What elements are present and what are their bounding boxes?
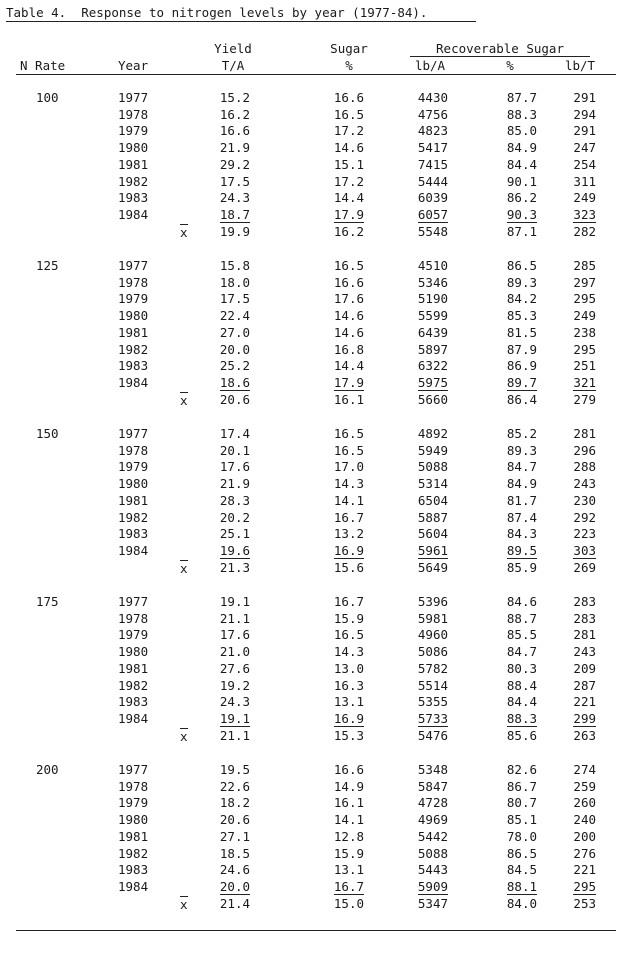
yield-cell: 21.9 <box>219 476 250 492</box>
rec-pct-cell: 84.9 <box>506 476 537 492</box>
sugar-cell: 16.6 <box>333 762 364 777</box>
rec-lba-cell: 5909 <box>417 878 448 894</box>
rec-lbt-cell: 287 <box>573 677 596 693</box>
rec-lbt-cell: 238 <box>573 324 596 340</box>
rec-lbt-cell: 292 <box>573 509 596 525</box>
rec-pct-cell: 85.2 <box>506 426 537 441</box>
rec-lbt-cell: 249 <box>573 190 596 206</box>
rec-pct-cell: 81.5 <box>506 324 537 340</box>
rec-lbt-cell: 247 <box>573 140 596 156</box>
rec-pct-cell: 89.3 <box>506 274 537 290</box>
yield-cell: 24.3 <box>219 694 250 710</box>
yield-cell: 20.0 <box>219 878 250 894</box>
rec-pct-cell: 84.2 <box>506 291 537 307</box>
rec-pct-cell: 84.5 <box>506 862 537 878</box>
rec-lba-cell: 5348 <box>417 762 448 777</box>
rec-lbt-cell: 221 <box>573 862 596 878</box>
n-rate-cell: 100 <box>36 90 59 105</box>
rec-lba-cell: 5442 <box>417 828 448 844</box>
year-cell: 1982 <box>118 173 149 189</box>
mean-rec-lba-cell: 5347 <box>417 895 448 911</box>
mean-sugar-cell: 16.2 <box>333 223 364 239</box>
table-bottom-rule <box>16 930 616 931</box>
rec-lbt-cell: 259 <box>573 778 596 794</box>
rec-lba-cell: 5981 <box>417 610 448 626</box>
yield-cell: 17.6 <box>219 627 250 643</box>
mean-yield-cell: 21.1 <box>219 727 250 743</box>
header-sugar: Sugar <box>330 41 368 56</box>
sugar-cell: 17.6 <box>333 291 364 307</box>
year-cell: 1980 <box>118 308 149 324</box>
header-year: Year <box>118 58 149 73</box>
sugar-cell: 15.1 <box>333 156 364 172</box>
year-cell: 1980 <box>118 644 149 660</box>
sugar-cell: 14.6 <box>333 308 364 324</box>
mean-rec-lba-cell: 5649 <box>417 559 448 575</box>
sugar-cell: 16.8 <box>333 341 364 357</box>
yield-cell: 19.5 <box>219 762 250 777</box>
n-rate-cell: 200 <box>36 762 59 777</box>
year-cell: 1979 <box>118 627 149 643</box>
yield-cell: 16.6 <box>219 123 250 139</box>
rec-pct-cell: 84.7 <box>506 644 537 660</box>
sugar-cell: 16.5 <box>333 106 364 122</box>
rec-lba-cell: 5514 <box>417 677 448 693</box>
year-cell: 1982 <box>118 509 149 525</box>
rec-pct-cell: 84.9 <box>506 140 537 156</box>
sugar-cell: 16.5 <box>333 426 364 441</box>
year-cell: 1977 <box>118 762 149 777</box>
sugar-cell: 16.9 <box>333 542 364 558</box>
mean-sugar-cell: 15.6 <box>333 559 364 575</box>
yield-cell: 17.5 <box>219 291 250 307</box>
rec-lbt-cell: 323 <box>573 206 596 222</box>
rec-pct-cell: 87.4 <box>506 509 537 525</box>
header-rec-pct: % <box>506 58 514 73</box>
mean-yield-cell: 20.6 <box>219 391 250 407</box>
rec-pct-cell: 85.0 <box>506 123 537 139</box>
rec-pct-cell: 84.7 <box>506 459 537 475</box>
rec-lba-cell: 5887 <box>417 509 448 525</box>
rec-lbt-cell: 303 <box>573 542 596 558</box>
year-cell: 1983 <box>118 526 149 542</box>
rec-lbt-cell: 276 <box>573 845 596 861</box>
rec-pct-cell: 89.7 <box>506 374 537 390</box>
mean-symbol: x <box>180 560 188 576</box>
mean-rec-pct-cell: 85.6 <box>506 727 537 743</box>
year-cell: 1984 <box>118 710 149 726</box>
sugar-cell: 14.4 <box>333 190 364 206</box>
sugar-cell: 17.9 <box>333 206 364 222</box>
year-cell: 1978 <box>118 778 149 794</box>
yield-cell: 18.6 <box>219 374 250 390</box>
rec-lba-cell: 6322 <box>417 358 448 374</box>
mean-rec-lbt-cell: 279 <box>573 391 596 407</box>
rec-pct-cell: 78.0 <box>506 828 537 844</box>
sugar-cell: 16.1 <box>333 795 364 811</box>
rec-lba-cell: 5604 <box>417 526 448 542</box>
yield-cell: 20.2 <box>219 509 250 525</box>
yield-cell: 29.2 <box>219 156 250 172</box>
mean-symbol: x <box>180 392 188 408</box>
rec-lba-cell: 5975 <box>417 374 448 390</box>
yield-cell: 22.6 <box>219 778 250 794</box>
rec-pct-cell: 86.5 <box>506 258 537 273</box>
mean-rec-pct-cell: 84.0 <box>506 895 537 911</box>
rec-lba-cell: 5314 <box>417 476 448 492</box>
sugar-cell: 17.9 <box>333 374 364 390</box>
yield-cell: 20.0 <box>219 341 250 357</box>
mean-rec-lbt-cell: 282 <box>573 223 596 239</box>
header-rec-lba: lb/A <box>414 58 446 73</box>
year-cell: 1978 <box>118 610 149 626</box>
year-cell: 1983 <box>118 862 149 878</box>
year-cell: 1979 <box>118 291 149 307</box>
rec-lbt-cell: 281 <box>573 426 596 441</box>
rec-lba-cell: 5396 <box>417 594 448 609</box>
n-rate-cell: 175 <box>36 594 59 609</box>
year-cell: 1977 <box>118 426 149 441</box>
yield-cell: 20.6 <box>219 812 250 828</box>
rec-pct-cell: 88.3 <box>506 106 537 122</box>
yield-cell: 15.2 <box>219 90 250 105</box>
n-rate-cell: 150 <box>36 426 59 441</box>
rec-lba-cell: 5949 <box>417 442 448 458</box>
rec-pct-cell: 82.6 <box>506 762 537 777</box>
rec-pct-cell: 80.3 <box>506 660 537 676</box>
sugar-cell: 16.7 <box>333 878 364 894</box>
rec-lbt-cell: 297 <box>573 274 596 290</box>
mean-sugar-cell: 16.1 <box>333 391 364 407</box>
year-cell: 1984 <box>118 206 149 222</box>
rec-pct-cell: 88.4 <box>506 677 537 693</box>
rec-lba-cell: 4960 <box>417 627 448 643</box>
rec-lba-cell: 6039 <box>417 190 448 206</box>
rec-lba-cell: 5417 <box>417 140 448 156</box>
year-cell: 1980 <box>118 812 149 828</box>
year-cell: 1978 <box>118 442 149 458</box>
recoverable-rule <box>410 56 590 57</box>
year-cell: 1983 <box>118 190 149 206</box>
sugar-cell: 14.4 <box>333 358 364 374</box>
year-cell: 1977 <box>118 258 149 273</box>
rec-pct-cell: 80.7 <box>506 795 537 811</box>
rec-lbt-cell: 291 <box>573 90 596 105</box>
year-cell: 1981 <box>118 324 149 340</box>
rec-lbt-cell: 296 <box>573 442 596 458</box>
sugar-cell: 16.5 <box>333 627 364 643</box>
year-cell: 1982 <box>118 845 149 861</box>
rec-pct-cell: 89.5 <box>506 542 537 558</box>
n-rate-cell: 125 <box>36 258 59 273</box>
rec-lba-cell: 4430 <box>417 90 448 105</box>
rec-lba-cell: 5733 <box>417 710 448 726</box>
yield-cell: 15.8 <box>219 258 250 273</box>
yield-cell: 18.0 <box>219 274 250 290</box>
rec-pct-cell: 85.5 <box>506 627 537 643</box>
rec-lba-cell: 5444 <box>417 173 448 189</box>
header-sugar-unit: % <box>345 58 353 73</box>
sugar-cell: 14.1 <box>333 492 364 508</box>
mean-sugar-cell: 15.0 <box>333 895 364 911</box>
year-cell: 1979 <box>118 795 149 811</box>
sugar-cell: 14.3 <box>333 644 364 660</box>
mean-symbol: x <box>180 728 188 744</box>
rec-lba-cell: 4756 <box>417 106 448 122</box>
mean-yield-cell: 21.3 <box>219 559 250 575</box>
rec-pct-cell: 84.6 <box>506 594 537 609</box>
year-cell: 1982 <box>118 677 149 693</box>
mean-symbol: x <box>180 224 188 240</box>
yield-cell: 21.1 <box>219 610 250 626</box>
rec-pct-cell: 86.7 <box>506 778 537 794</box>
yield-cell: 20.1 <box>219 442 250 458</box>
year-cell: 1980 <box>118 476 149 492</box>
rec-lba-cell: 5190 <box>417 291 448 307</box>
sugar-cell: 13.0 <box>333 660 364 676</box>
year-cell: 1981 <box>118 660 149 676</box>
sugar-cell: 13.2 <box>333 526 364 542</box>
table-title: Table 4. Response to nitrogen levels by year (1977-84). <box>6 5 476 22</box>
rec-lbt-cell: 295 <box>573 341 596 357</box>
rec-lbt-cell: 295 <box>573 291 596 307</box>
rec-pct-cell: 84.4 <box>506 694 537 710</box>
year-cell: 1984 <box>118 374 149 390</box>
rec-lba-cell: 5961 <box>417 542 448 558</box>
rec-pct-cell: 86.9 <box>506 358 537 374</box>
rec-lbt-cell: 283 <box>573 610 596 626</box>
sugar-cell: 13.1 <box>333 862 364 878</box>
yield-cell: 21.0 <box>219 644 250 660</box>
rec-lbt-cell: 281 <box>573 627 596 643</box>
mean-rec-pct-cell: 86.4 <box>506 391 537 407</box>
rec-lba-cell: 4892 <box>417 426 448 441</box>
yield-cell: 25.1 <box>219 526 250 542</box>
rec-lbt-cell: 285 <box>573 258 596 273</box>
year-cell: 1981 <box>118 156 149 172</box>
sugar-cell: 16.6 <box>333 274 364 290</box>
year-cell: 1977 <box>118 90 149 105</box>
header-recoverable-sugar: Recoverable Sugar <box>436 41 564 56</box>
rec-lbt-cell: 200 <box>573 828 596 844</box>
yield-cell: 22.4 <box>219 308 250 324</box>
rec-lbt-cell: 311 <box>573 173 596 189</box>
rec-lbt-cell: 299 <box>573 710 596 726</box>
header-n-rate: N Rate <box>20 58 66 73</box>
yield-cell: 19.1 <box>219 594 250 609</box>
year-cell: 1984 <box>118 542 149 558</box>
yield-cell: 21.9 <box>219 140 250 156</box>
rec-lba-cell: 5346 <box>417 274 448 290</box>
mean-yield-cell: 21.4 <box>219 895 250 911</box>
yield-cell: 16.2 <box>219 106 250 122</box>
year-cell: 1981 <box>118 828 149 844</box>
rec-lbt-cell: 243 <box>573 644 596 660</box>
mean-rec-lba-cell: 5548 <box>417 223 448 239</box>
rec-lba-cell: 6439 <box>417 324 448 340</box>
yield-cell: 17.4 <box>219 426 250 441</box>
year-cell: 1978 <box>118 274 149 290</box>
rec-pct-cell: 84.4 <box>506 156 537 172</box>
rec-pct-cell: 85.1 <box>506 812 537 828</box>
mean-symbol: x <box>180 896 188 912</box>
yield-cell: 18.2 <box>219 795 250 811</box>
sugar-cell: 16.5 <box>333 442 364 458</box>
year-cell: 1984 <box>118 878 149 894</box>
rec-pct-cell: 88.3 <box>506 710 537 726</box>
yield-cell: 18.7 <box>219 206 250 222</box>
rec-lba-cell: 7415 <box>417 156 448 172</box>
yield-cell: 27.1 <box>219 828 250 844</box>
rec-lbt-cell: 254 <box>573 156 596 172</box>
year-cell: 1977 <box>118 594 149 609</box>
rec-lba-cell: 6504 <box>417 492 448 508</box>
year-cell: 1979 <box>118 459 149 475</box>
yield-cell: 24.6 <box>219 862 250 878</box>
sugar-cell: 16.9 <box>333 710 364 726</box>
year-cell: 1982 <box>118 341 149 357</box>
rec-pct-cell: 90.3 <box>506 206 537 222</box>
header-rec-lbt: lb/T <box>564 58 596 73</box>
rec-pct-cell: 85.3 <box>506 308 537 324</box>
year-cell: 1983 <box>118 694 149 710</box>
sugar-cell: 12.8 <box>333 828 364 844</box>
rec-pct-cell: 89.3 <box>506 442 537 458</box>
sugar-cell: 14.1 <box>333 812 364 828</box>
rec-pct-cell: 81.7 <box>506 492 537 508</box>
year-cell: 1981 <box>118 492 149 508</box>
yield-cell: 28.3 <box>219 492 250 508</box>
rec-lba-cell: 5088 <box>417 845 448 861</box>
rec-pct-cell: 86.5 <box>506 845 537 861</box>
sugar-cell: 17.2 <box>333 173 364 189</box>
header-yield-unit: T/A <box>221 58 245 73</box>
rec-lba-cell: 5086 <box>417 644 448 660</box>
mean-rec-pct-cell: 87.1 <box>506 223 537 239</box>
rec-lba-cell: 4510 <box>417 258 448 273</box>
rec-lbt-cell: 294 <box>573 106 596 122</box>
sugar-cell: 14.9 <box>333 778 364 794</box>
sugar-cell: 16.7 <box>333 509 364 525</box>
rec-lbt-cell: 223 <box>573 526 596 542</box>
rec-pct-cell: 87.7 <box>506 90 537 105</box>
sugar-cell: 14.6 <box>333 324 364 340</box>
year-cell: 1983 <box>118 358 149 374</box>
sugar-cell: 16.3 <box>333 677 364 693</box>
rec-lbt-cell: 274 <box>573 762 596 777</box>
sugar-cell: 16.7 <box>333 594 364 609</box>
rec-lbt-cell: 251 <box>573 358 596 374</box>
sugar-cell: 14.6 <box>333 140 364 156</box>
sugar-cell: 17.2 <box>333 123 364 139</box>
yield-cell: 25.2 <box>219 358 250 374</box>
yield-cell: 19.1 <box>219 710 250 726</box>
rec-lbt-cell: 209 <box>573 660 596 676</box>
mean-rec-pct-cell: 85.9 <box>506 559 537 575</box>
rec-lba-cell: 5847 <box>417 778 448 794</box>
mean-rec-lbt-cell: 263 <box>573 727 596 743</box>
mean-rec-lbt-cell: 253 <box>573 895 596 911</box>
rec-lba-cell: 4823 <box>417 123 448 139</box>
mean-rec-lba-cell: 5476 <box>417 727 448 743</box>
rec-lbt-cell: 243 <box>573 476 596 492</box>
yield-cell: 17.6 <box>219 459 250 475</box>
rec-lba-cell: 5355 <box>417 694 448 710</box>
sugar-cell: 16.6 <box>333 90 364 105</box>
rec-lba-cell: 5088 <box>417 459 448 475</box>
rec-lbt-cell: 240 <box>573 812 596 828</box>
rec-lbt-cell: 295 <box>573 878 596 894</box>
rec-pct-cell: 86.2 <box>506 190 537 206</box>
sugar-cell: 15.9 <box>333 610 364 626</box>
year-cell: 1978 <box>118 106 149 122</box>
header-yield: Yield <box>214 41 252 56</box>
mean-rec-lbt-cell: 269 <box>573 559 596 575</box>
rec-pct-cell: 88.7 <box>506 610 537 626</box>
rec-lba-cell: 6057 <box>417 206 448 222</box>
year-cell: 1980 <box>118 140 149 156</box>
rec-pct-cell: 88.1 <box>506 878 537 894</box>
rec-lba-cell: 5782 <box>417 660 448 676</box>
rec-lbt-cell: 283 <box>573 594 596 609</box>
yield-cell: 24.3 <box>219 190 250 206</box>
rec-lbt-cell: 260 <box>573 795 596 811</box>
rec-pct-cell: 87.9 <box>506 341 537 357</box>
header-rule <box>16 74 616 75</box>
rec-lbt-cell: 288 <box>573 459 596 475</box>
rec-lba-cell: 5897 <box>417 341 448 357</box>
yield-cell: 19.2 <box>219 677 250 693</box>
rec-lbt-cell: 291 <box>573 123 596 139</box>
rec-lba-cell: 4728 <box>417 795 448 811</box>
rec-lbt-cell: 230 <box>573 492 596 508</box>
yield-cell: 19.6 <box>219 542 250 558</box>
mean-yield-cell: 19.9 <box>219 223 250 239</box>
sugar-cell: 17.0 <box>333 459 364 475</box>
rec-pct-cell: 90.1 <box>506 173 537 189</box>
yield-cell: 17.5 <box>219 173 250 189</box>
rec-lbt-cell: 321 <box>573 374 596 390</box>
yield-cell: 27.0 <box>219 324 250 340</box>
rec-lba-cell: 5599 <box>417 308 448 324</box>
rec-lba-cell: 5443 <box>417 862 448 878</box>
sugar-cell: 13.1 <box>333 694 364 710</box>
yield-cell: 27.6 <box>219 660 250 676</box>
year-cell: 1979 <box>118 123 149 139</box>
rec-lbt-cell: 221 <box>573 694 596 710</box>
mean-rec-lba-cell: 5660 <box>417 391 448 407</box>
sugar-cell: 16.5 <box>333 258 364 273</box>
yield-cell: 18.5 <box>219 845 250 861</box>
sugar-cell: 14.3 <box>333 476 364 492</box>
rec-lba-cell: 4969 <box>417 812 448 828</box>
rec-lbt-cell: 249 <box>573 308 596 324</box>
mean-sugar-cell: 15.3 <box>333 727 364 743</box>
sugar-cell: 15.9 <box>333 845 364 861</box>
rec-pct-cell: 84.3 <box>506 526 537 542</box>
